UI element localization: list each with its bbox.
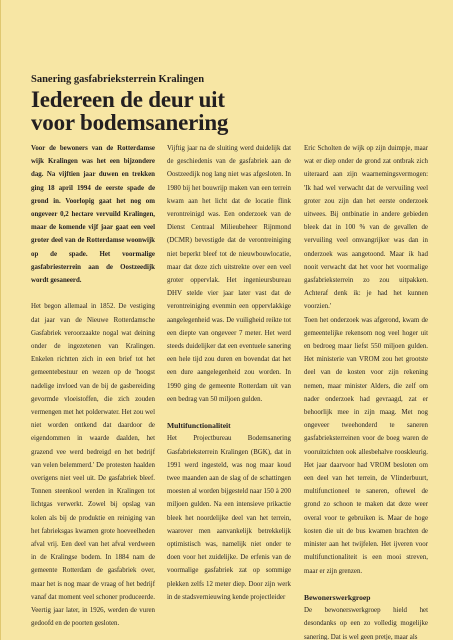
- body-paragraph: Het Projectbureau Bodemsanering Gasfabrieksterrein Kralingen (BGK), dat in 1991 werd ingesteld, was nog maar koud twee maanden aan de slag of de schattingen moesten al worden bijgesteld naar 150 à 200 miljoen gulden. Na een intensieve prikactie bleek het noordelijke deel van het terrein, waarover men aanvankelijk betrekkelijk optimistisch was, namelijk niet onder te doen voor het zuidelijke. De erfenis van de voormalige gasfabriek zat op sommige plekken zelfs 12 meter diep. Door zijn werk in de stadsvernieuwing kende projectleider: [167, 435, 291, 601]
- headline-line: Iedereen de deur uit: [31, 87, 225, 112]
- article-lead: Voor de bewoners van de Rotterdamse wijk Kralingen was het een bijzondere dag. Na vijftien jaar duwen en trekken ging 18 april 1994 de eerste spade de grond in. Voorlopig gaat het nog om ongeveer 0,2 hectare vervuild Kralingen, maar de komende vijf jaar gaat een veel groter deel van de Rotterdamse woonwijk op de spade. Het voormalige gasfabriesterrein aan de Oostzeedijk wordt gesaneerd.: [31, 145, 155, 285]
- body-paragraph: De bewonerswerkgroep hield het desondanks op een zo volledig mogelijke sanering. Dat is wel geen pretje, maar als: [304, 607, 428, 640]
- body-paragraph: Toen het onderzoek was afgerond, kwam de gemeentelijke rekensom nog veel hoger uit en bedroeg maar liefst 550 miljoen gulden. Het ministerie van VROM zou het grootste deel van de kosten voor zijn rekening nemen, maar minister Alders, die zelf om nader onderzoek had gevraagd, zat er behoorlijk mee in zijn maag. Met nog ongeveer tweehonderd te saneren gasfabrieksterreinen voor de boeg waren de vooruitzichten ook allesbehalve rooskleurig. Het jaar daarvoor had VROM besloten om een deel van het terrein, de Vlinderbuurt, multifunctioneel te saneren, oftewel de grond zo schoon te maken dat deze weer overal voor te gebruiken is. Maar de hoge kosten die uit de bus kwamen brachten de minister aan het twijfelen. Het ijveren voor multifunctionaliteit is een mooi streven, maar er zijn grenzen.: [304, 316, 428, 575]
- text-column-1: [31, 142, 155, 631]
- body-paragraph: Het begon allemaal in 1852. De vestiging dat jaar van de Nieuwe Rotterdamsche Gasfabriek veroorzaakte nogal wat deining onder de ingezetenen van Kralingen. Enkelen richtten zich in een brief tot het gemeentebestuur en wezen op de 'hoogst nadelige invloed van de bij de gasbereiding gevormde vloeistoffen, die zich zouden vermengen met het polderwater. Het zou wel niet worden ontkend dat daardoor de eigendommen in waarde daalden, het grazend vee werd bedreigd en het bedrijf van velen belemmerd.' De protesten haalden overigens niet veel uit. De gasfabriek bleef. Tonnen steenkool werden in Kralingen tot lichtgas verwerkt. Zowel bij opslag van kolen als bij de produktie en reiniging van het fabrieksgas kwamen grote hoeveelheden afval vrij. Een deel van het afval verdween in de Kralingse bodem. In 1884 nam de gemeente Rotterdam de gasfabriek over, maar het is nog maar de vraag of het bedrijf vanaf dat moment veel schoner produceerde. Veertig jaar later, in 1926, werden de vuren gedoofd en de poorten gesloten.: [31, 303, 155, 628]
- section-subheading: Multifunctionaliteit: [167, 421, 231, 431]
- body-paragraph: Vijftig jaar na de sluiting werd duidelijk dat de geschiedenis van de gasfabriek aan de Oostzeedijk nog lang niet was afgesloten. In 1980 bij het bouwrijp maken van een terrein kwam aan het licht dat de locatie flink verontreinigd was. Een onderzoek van de Dienst Centraal Milieubeheer Rijnmond (DCMR) bevestigde dat de verontreiniging niet beperkt bleef tot de nieuwbouwlocatie, maar dat deze zich uitstrekte over een veel groter oppervlak. Het ingenieursbureau DHV stelde vier jaar later vast dat de verontreiniging evenmin een oppervlakkige aangelegenheid was. De vuiligheid reikte tot een diepte van ongeveer 7 meter. Het werd steeds duidelijker dat een eventuele sanering een hele tijd zou duren en bovendat dat het een dure aangelegenheid zou worden. In 1990 ging de gemeente Rotterdam uit van een bedrag van 50 miljoen gulden.: [167, 145, 291, 403]
- body-paragraph: Eric Scholten de wijk op zijn duimpje, maar wat er diep onder de grond zat ontbrak zich uiteraard aan zijn waarnemingsvermogen: 'Ik had wel verwacht dat de vervuiling veel groter zou zijn dan het eerste onderzoek uitwees. Bij ontbinatie in andere gebieden bleek dat in 100 % van de gevallen de vervuiling veel omvangrijker was dan in onderzoek was aangetoond. Maar ik had nooit verwacht dat het voor het voormalige gasfabrieksterrein zo zou uitpakken. Achteraf denk ik: je had het kunnen voorzien.': [304, 145, 428, 311]
- article-kicker: Sanering gasfabrieksterrein Kralingen: [31, 74, 205, 85]
- section-subheading: Bewonerswerkgroep: [304, 592, 371, 602]
- headline-line: voor bodemsanering: [31, 110, 229, 135]
- text-column-3: [304, 142, 428, 640]
- article-headline: [31, 88, 228, 134]
- text-column-2: [167, 142, 291, 604]
